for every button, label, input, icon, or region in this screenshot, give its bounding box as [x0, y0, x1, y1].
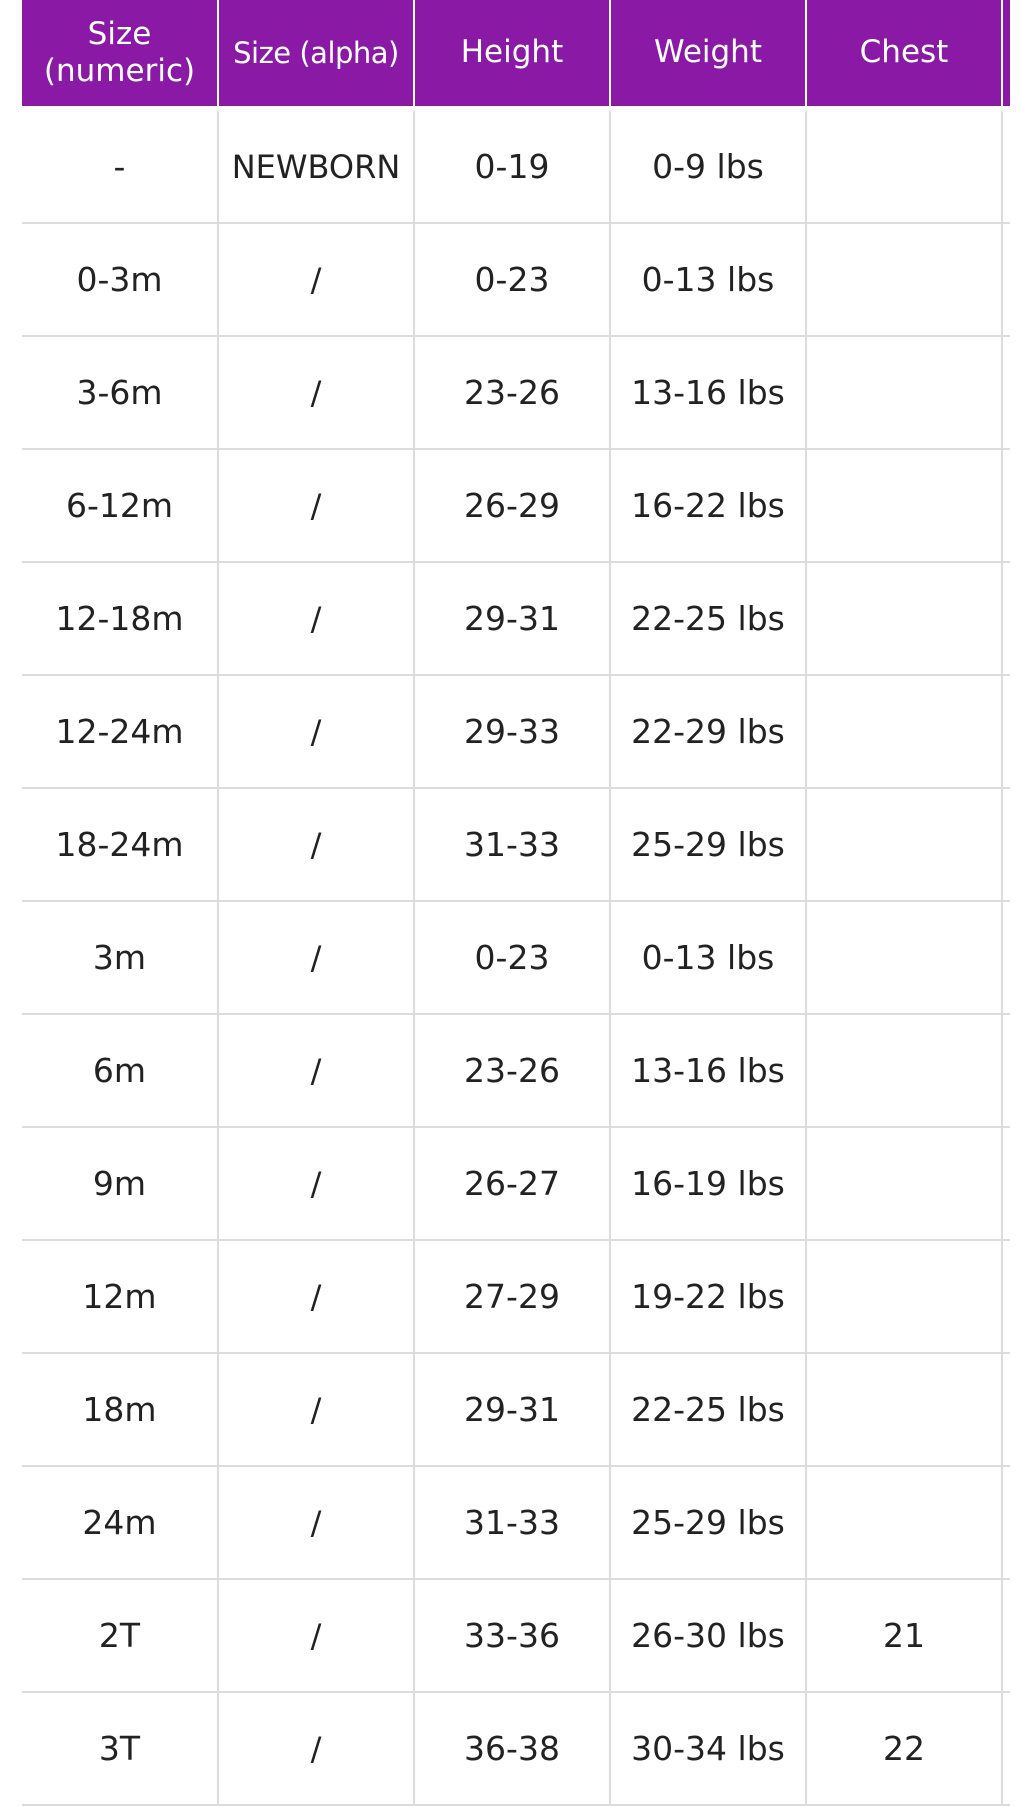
cell-size-numeric: 3m: [22, 901, 218, 1014]
cell-size-numeric: 3T: [22, 1692, 218, 1805]
row-edge-cell: [1002, 109, 1010, 224]
cell-size-alpha: /: [218, 336, 414, 449]
cell-size-numeric: 0-3m: [22, 223, 218, 336]
table-row: [22, 336, 1010, 449]
cell-weight: 22-25 lbs: [610, 1353, 806, 1466]
table-header: [22, 0, 1010, 109]
row-edge-cell: [1002, 675, 1010, 788]
cell-size-numeric: 24m: [22, 1466, 218, 1579]
cell-size-numeric: 12m: [22, 1240, 218, 1353]
cell-size-alpha: /: [218, 562, 414, 675]
cell-height: 29-31: [414, 1353, 610, 1466]
cell-size-numeric: 6-12m: [22, 449, 218, 562]
size-chart-table: [22, 0, 1010, 1806]
cell-size-alpha: /: [218, 223, 414, 336]
cell-height: 33-36: [414, 1579, 610, 1692]
row-edge-cell: [1002, 1240, 1010, 1353]
cell-size-numeric: 12-18m: [22, 562, 218, 675]
row-edge-cell: [1002, 788, 1010, 901]
cell-weight: 30-34 lbs: [610, 1692, 806, 1805]
row-edge-cell: [1002, 1014, 1010, 1127]
cell-height: 0-23: [414, 901, 610, 1014]
header-weight: Weight: [610, 0, 806, 109]
table-row: [22, 1692, 1010, 1805]
cell-height: 31-33: [414, 788, 610, 901]
cell-size-numeric: 3-6m: [22, 336, 218, 449]
header-edge-cell: [1002, 0, 1010, 109]
row-edge-cell: [1002, 1692, 1010, 1805]
table-row: [22, 1127, 1010, 1240]
cell-weight: 19-22 lbs: [610, 1240, 806, 1353]
cell-size-numeric: 9m: [22, 1127, 218, 1240]
cell-chest: [806, 1240, 1002, 1353]
table-row: [22, 675, 1010, 788]
row-edge-cell: [1002, 1579, 1010, 1692]
row-edge-cell: [1002, 223, 1010, 336]
table-row: [22, 449, 1010, 562]
cell-chest: [806, 1466, 1002, 1579]
cell-size-alpha: /: [218, 1014, 414, 1127]
cell-size-alpha: NEWBORN: [218, 109, 414, 224]
cell-chest: [806, 1014, 1002, 1127]
cell-size-alpha: /: [218, 1240, 414, 1353]
cell-size-numeric: 12-24m: [22, 675, 218, 788]
cell-size-alpha: /: [218, 1127, 414, 1240]
cell-size-alpha: /: [218, 675, 414, 788]
cell-height: 29-31: [414, 562, 610, 675]
cell-chest: [806, 1353, 1002, 1466]
cell-height: 29-33: [414, 675, 610, 788]
table-row: [22, 109, 1010, 224]
cell-weight: 25-29 lbs: [610, 788, 806, 901]
cell-weight: 16-22 lbs: [610, 449, 806, 562]
cell-weight: 0-13 lbs: [610, 223, 806, 336]
row-edge-cell: [1002, 1353, 1010, 1466]
header-size-numeric-line2: (numeric): [43, 53, 196, 89]
table-row: [22, 788, 1010, 901]
cell-height: 0-19: [414, 109, 610, 224]
header-chest: Chest: [806, 0, 1002, 109]
cell-height: 27-29: [414, 1240, 610, 1353]
row-edge-cell: [1002, 1466, 1010, 1579]
cell-size-numeric: 18m: [22, 1353, 218, 1466]
cell-size-numeric: -: [22, 109, 218, 224]
cell-size-numeric: 2T: [22, 1579, 218, 1692]
cell-chest: [806, 109, 1002, 224]
cell-weight: 16-19 lbs: [610, 1127, 806, 1240]
row-edge-cell: [1002, 449, 1010, 562]
cell-weight: 0-9 lbs: [610, 109, 806, 224]
cell-size-alpha: /: [218, 1353, 414, 1466]
cell-chest: 21: [806, 1579, 1002, 1692]
cell-height: 26-27: [414, 1127, 610, 1240]
cell-weight: 13-16 lbs: [610, 1014, 806, 1127]
table-row: [22, 1579, 1010, 1692]
cell-size-alpha: /: [218, 449, 414, 562]
table-row: [22, 901, 1010, 1014]
table-row: [22, 1466, 1010, 1579]
cell-size-alpha: /: [218, 1579, 414, 1692]
cell-chest: [806, 449, 1002, 562]
cell-height: 26-29: [414, 449, 610, 562]
header-size-numeric: [22, 0, 218, 109]
cell-chest: [806, 336, 1002, 449]
cell-weight: 13-16 lbs: [610, 336, 806, 449]
cell-weight: 22-25 lbs: [610, 562, 806, 675]
cell-height: 31-33: [414, 1466, 610, 1579]
header-height: Height: [414, 0, 610, 109]
row-edge-cell: [1002, 901, 1010, 1014]
cell-chest: [806, 675, 1002, 788]
cell-size-alpha: /: [218, 1692, 414, 1805]
cell-height: 23-26: [414, 336, 610, 449]
cell-size-numeric: 6m: [22, 1014, 218, 1127]
table-row: [22, 562, 1010, 675]
cell-chest: [806, 788, 1002, 901]
table-body: [22, 109, 1010, 1806]
table-row: [22, 1014, 1010, 1127]
cell-chest: [806, 562, 1002, 675]
cell-weight: 22-29 lbs: [610, 675, 806, 788]
cell-size-alpha: /: [218, 1466, 414, 1579]
header-row: [22, 0, 1010, 109]
cell-size-alpha: /: [218, 788, 414, 901]
row-edge-cell: [1002, 562, 1010, 675]
table-row: [22, 1240, 1010, 1353]
cell-height: 36-38: [414, 1692, 610, 1805]
cell-chest: [806, 223, 1002, 336]
cell-weight: 0-13 lbs: [610, 901, 806, 1014]
cell-weight: 26-30 lbs: [610, 1579, 806, 1692]
header-size-alpha: Size (alpha): [218, 0, 414, 109]
size-chart-table-container: [22, 0, 1010, 1806]
cell-height: 0-23: [414, 223, 610, 336]
cell-chest: 22: [806, 1692, 1002, 1805]
cell-height: 23-26: [414, 1014, 610, 1127]
row-edge-cell: [1002, 336, 1010, 449]
row-edge-cell: [1002, 1127, 1010, 1240]
cell-weight: 25-29 lbs: [610, 1466, 806, 1579]
cell-size-numeric: 18-24m: [22, 788, 218, 901]
cell-chest: [806, 901, 1002, 1014]
table-row: [22, 1353, 1010, 1466]
header-size-numeric-line1: Size: [87, 15, 152, 52]
cell-size-alpha: /: [218, 901, 414, 1014]
cell-chest: [806, 1127, 1002, 1240]
table-row: [22, 223, 1010, 336]
